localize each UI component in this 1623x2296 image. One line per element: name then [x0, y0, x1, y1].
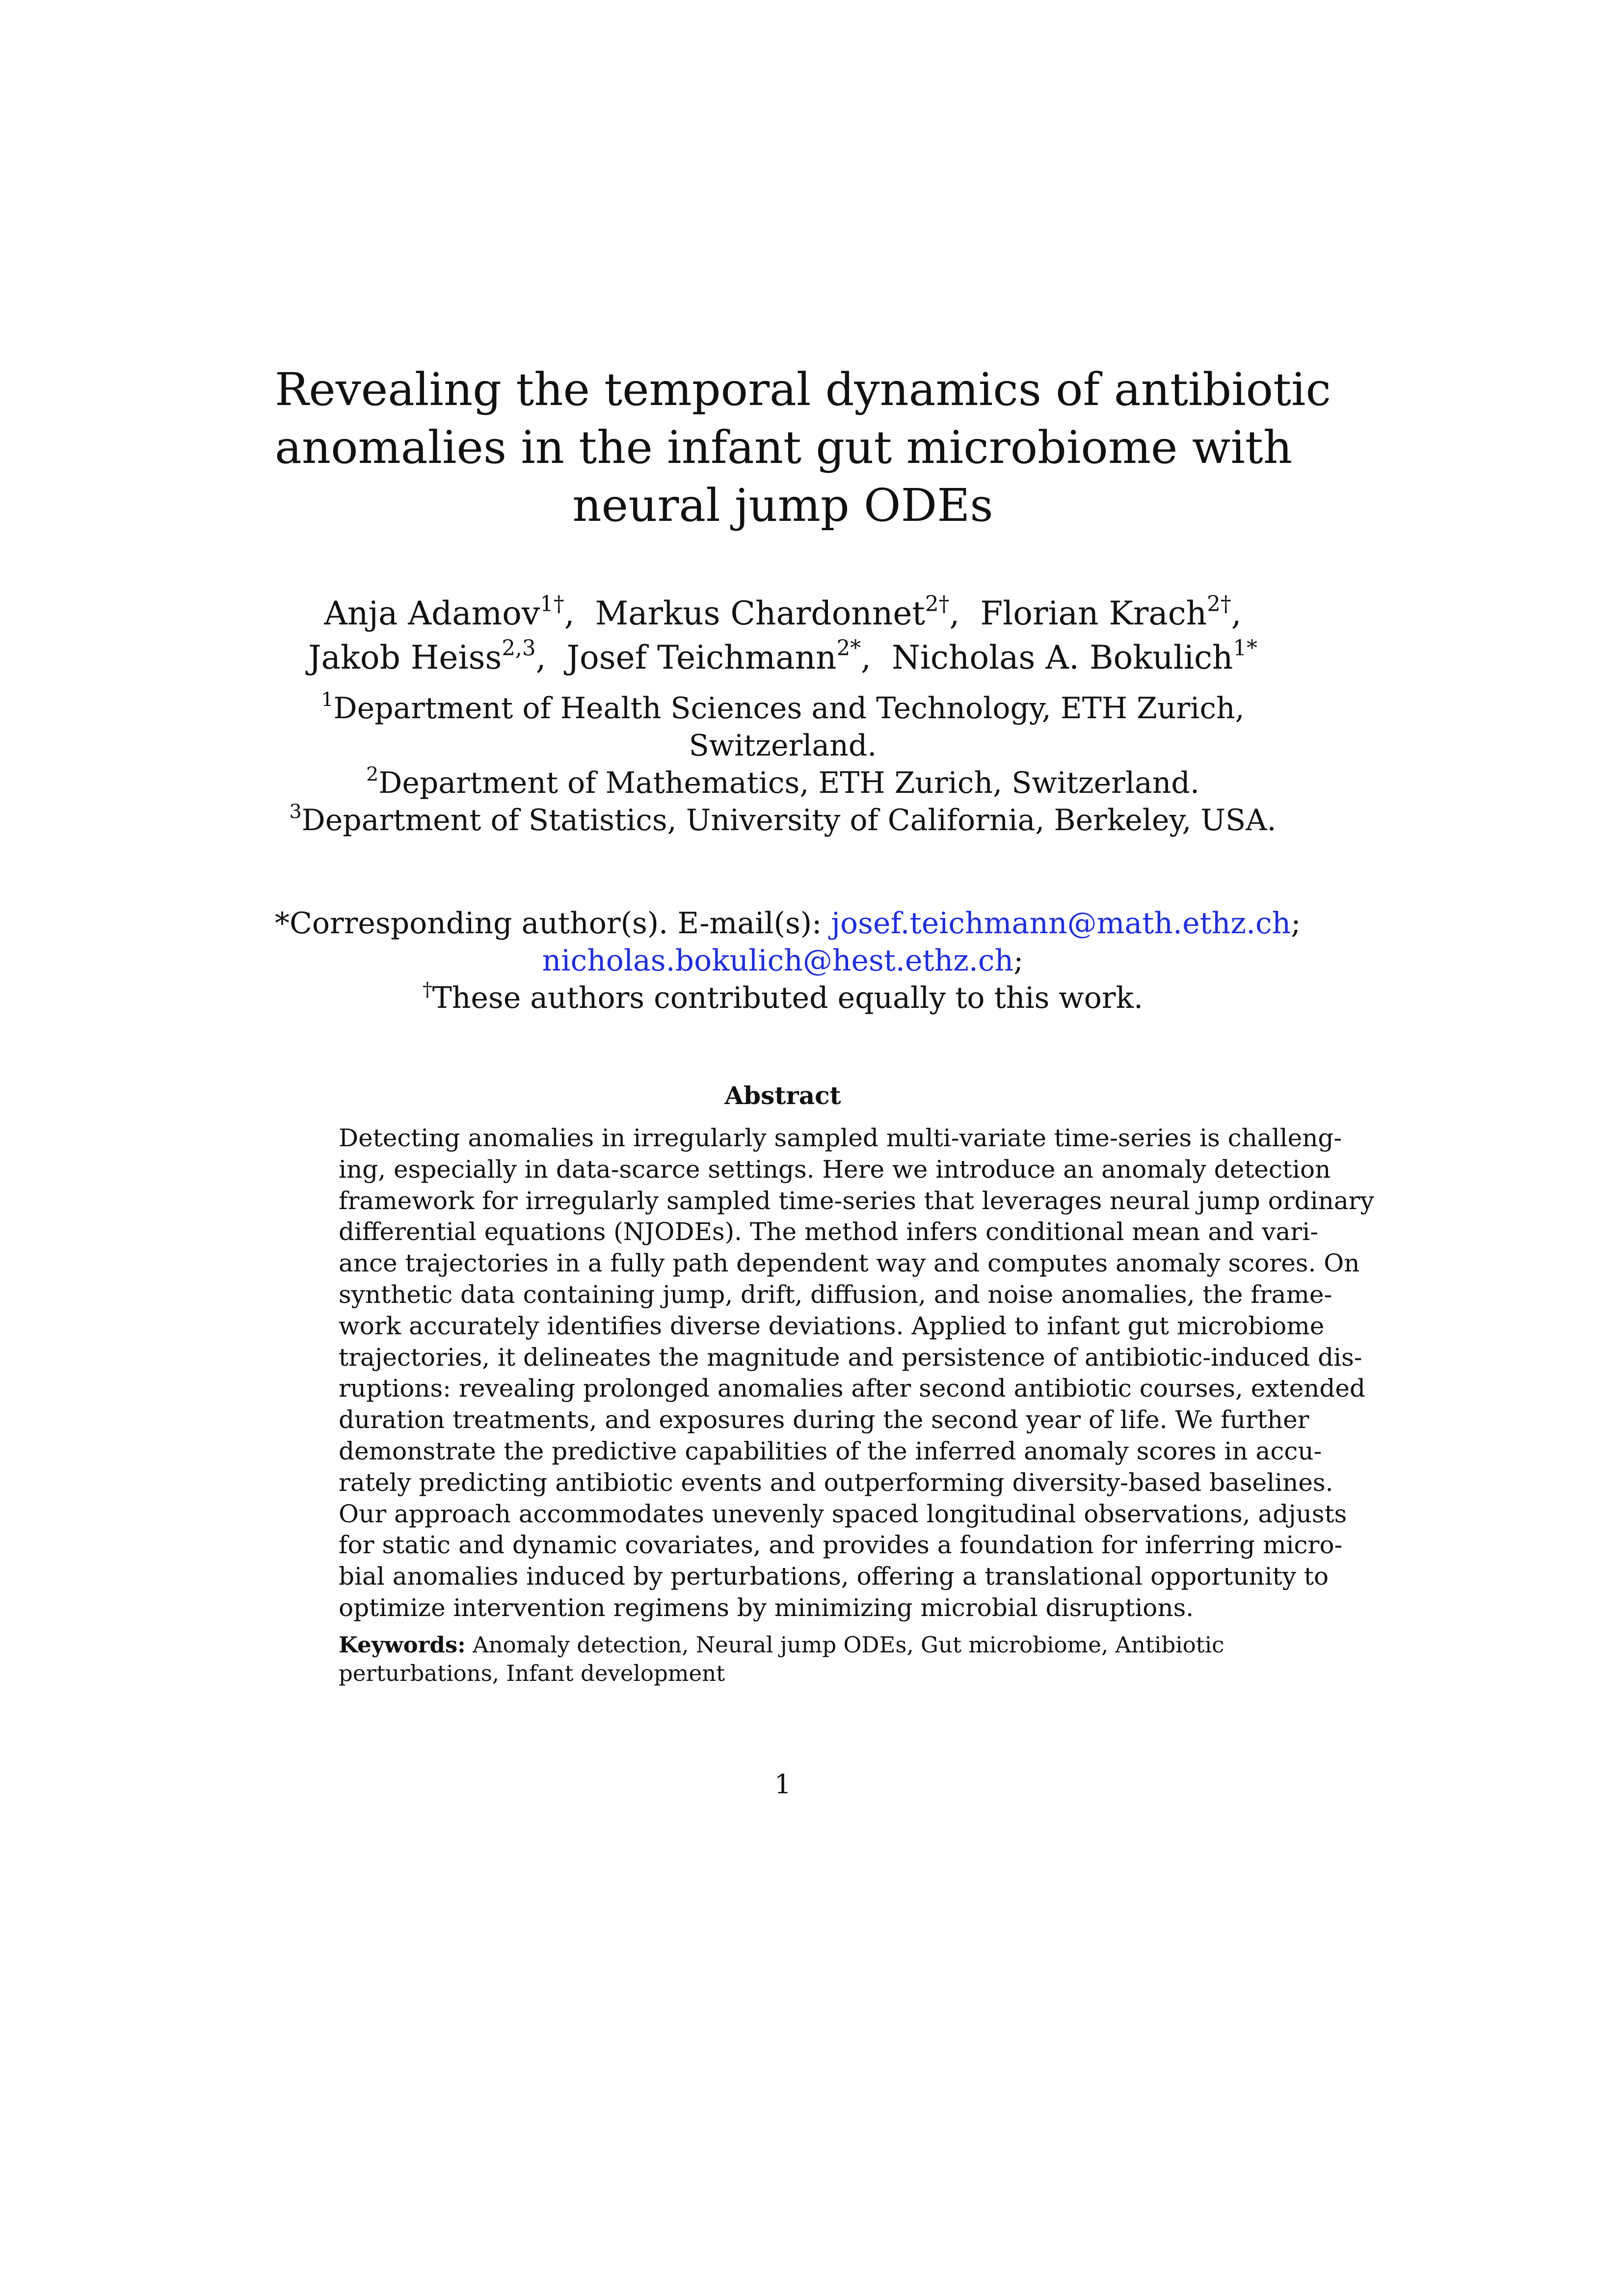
author-line: Jakob Heiss$^{2,3}$, Josef Teichmann$^{2*}$, Nicholas A. Bokulich$^{1*}$ [308, 636, 1257, 676]
abstract-line: Detecting anomalies in irregularly sampled multi-variate time-series is challeng- [339, 1124, 1342, 1152]
title-line: Revealing the temporal dynamics of antibiotic [275, 363, 1331, 416]
abstract-line: differential equations (NJODEs). The method infers conditional mean and vari- [339, 1217, 1319, 1246]
abstract-line: rately predicting antibiotic events and outperforming diversity-based baselines. [339, 1468, 1333, 1497]
author-affiliation-mark: 2,3 [502, 636, 536, 661]
author-affiliation-mark: 2* [836, 636, 861, 661]
abstract-heading: Abstract [724, 1081, 841, 1110]
email-link-teichmann[interactable]: josef.teichmann@math.ethz.ch [831, 906, 1291, 941]
affiliation-1-continued: Switzerland. [689, 729, 877, 763]
affiliation-1: $^1$Department of Health Sciences and Technology, ETH Zurich, [321, 688, 1245, 726]
abstract-line: optimize intervention regimens by minimizing microbial disruptions. [339, 1593, 1194, 1622]
abstract-line: bial anomalies induced by perturbations, offering a translational opportunity to [339, 1562, 1329, 1591]
abstract-line: ance trajectories in a fully path dependent way and computes anomaly scores. On [339, 1249, 1360, 1278]
affiliations [275, 690, 1291, 839]
affiliation-3: $^3$Department of Statistics, University of California, Berkeley, USA. [289, 800, 1277, 837]
author: Anja Adamov$^{1\dagger}$ [324, 592, 564, 632]
author-affiliation-mark: 2† [925, 592, 950, 617]
author: Jakob Heiss$^{2,3}$ [308, 636, 536, 676]
correspondence-line: *Corresponding author(s). E-mail(s): josef.teichmann@math.ethz.ch; [275, 906, 1301, 941]
correspondence-line: nicholas.bokulich@hest.ethz.ch; [542, 944, 1024, 978]
email-link-bokulich[interactable]: nicholas.bokulich@hest.ethz.ch [542, 944, 1014, 978]
keywords-line: Keywords: Anomaly detection, Neural jump ODEs, Gut microbiome, Antibiotic [339, 1632, 1224, 1658]
abstract-line: demonstrate the predictive capabilities of the inferred anomaly scores in accu- [339, 1436, 1322, 1465]
abstract-line: trajectories, it delineates the magnitude and persistence of antibiotic-induced dis- [339, 1343, 1362, 1372]
keywords-line: perturbations, Infant development [339, 1660, 725, 1686]
abstract-line: ruptions: revealing prolonged anomalies after second antibiotic courses, extended [339, 1374, 1365, 1403]
abstract-line: duration treatments, and exposures during the second year of life. We further [339, 1405, 1309, 1434]
author: Nicholas A. Bokulich$^{1*}$ [892, 636, 1257, 676]
title-line: neural jump ODEs [572, 479, 993, 532]
abstract-line: for static and dynamic covariates, and provides a foundation for inferring micro- [339, 1531, 1343, 1560]
author-affiliation-mark: 1* [1233, 636, 1257, 661]
keywords-label: Keywords: [339, 1632, 466, 1658]
title-line: anomalies in the infant gut microbiome with [275, 421, 1293, 474]
abstract-line: framework for irregularly sampled time-series that leverages neural jump ordinary [339, 1186, 1374, 1215]
paper-title [275, 361, 1331, 535]
author-affiliation-mark: 2† [1207, 592, 1231, 617]
author-line: Anja Adamov$^{1\dagger}$, Markus Chardonnet$^{2\dagger}$, Florian Krach$^{2\dagger}$, [324, 592, 1242, 632]
page-number: 1 [774, 1769, 792, 1800]
abstract-line: synthetic data containing jump, drift, diffusion, and noise anomalies, the frame- [339, 1280, 1332, 1309]
abstract-line: ing, especially in data-scarce settings. Here we introduce an anomaly detection [339, 1155, 1331, 1184]
affiliation-2: $^2$Department of Mathematics, ETH Zurich, Switzerland. [366, 763, 1199, 800]
keywords [339, 1631, 1227, 1688]
equal-contribution-note: †These authors contributed equally to this work. [422, 978, 1144, 1015]
abstract-body [339, 1123, 1374, 1624]
abstract-line: Our approach accommodates unevenly spaced longitudinal observations, adjusts [339, 1499, 1347, 1528]
author: Josef Teichmann$^{2*}$ [566, 636, 861, 676]
correspondence [275, 905, 1301, 1017]
author-affiliation-mark: 1† [540, 592, 564, 617]
author: Markus Chardonnet$^{2\dagger}$ [595, 592, 950, 632]
author-list [275, 592, 1291, 680]
author: Florian Krach$^{2\dagger}$ [980, 592, 1231, 632]
abstract-line: work accurately identifies diverse deviations. Applied to infant gut microbiome [339, 1311, 1325, 1340]
